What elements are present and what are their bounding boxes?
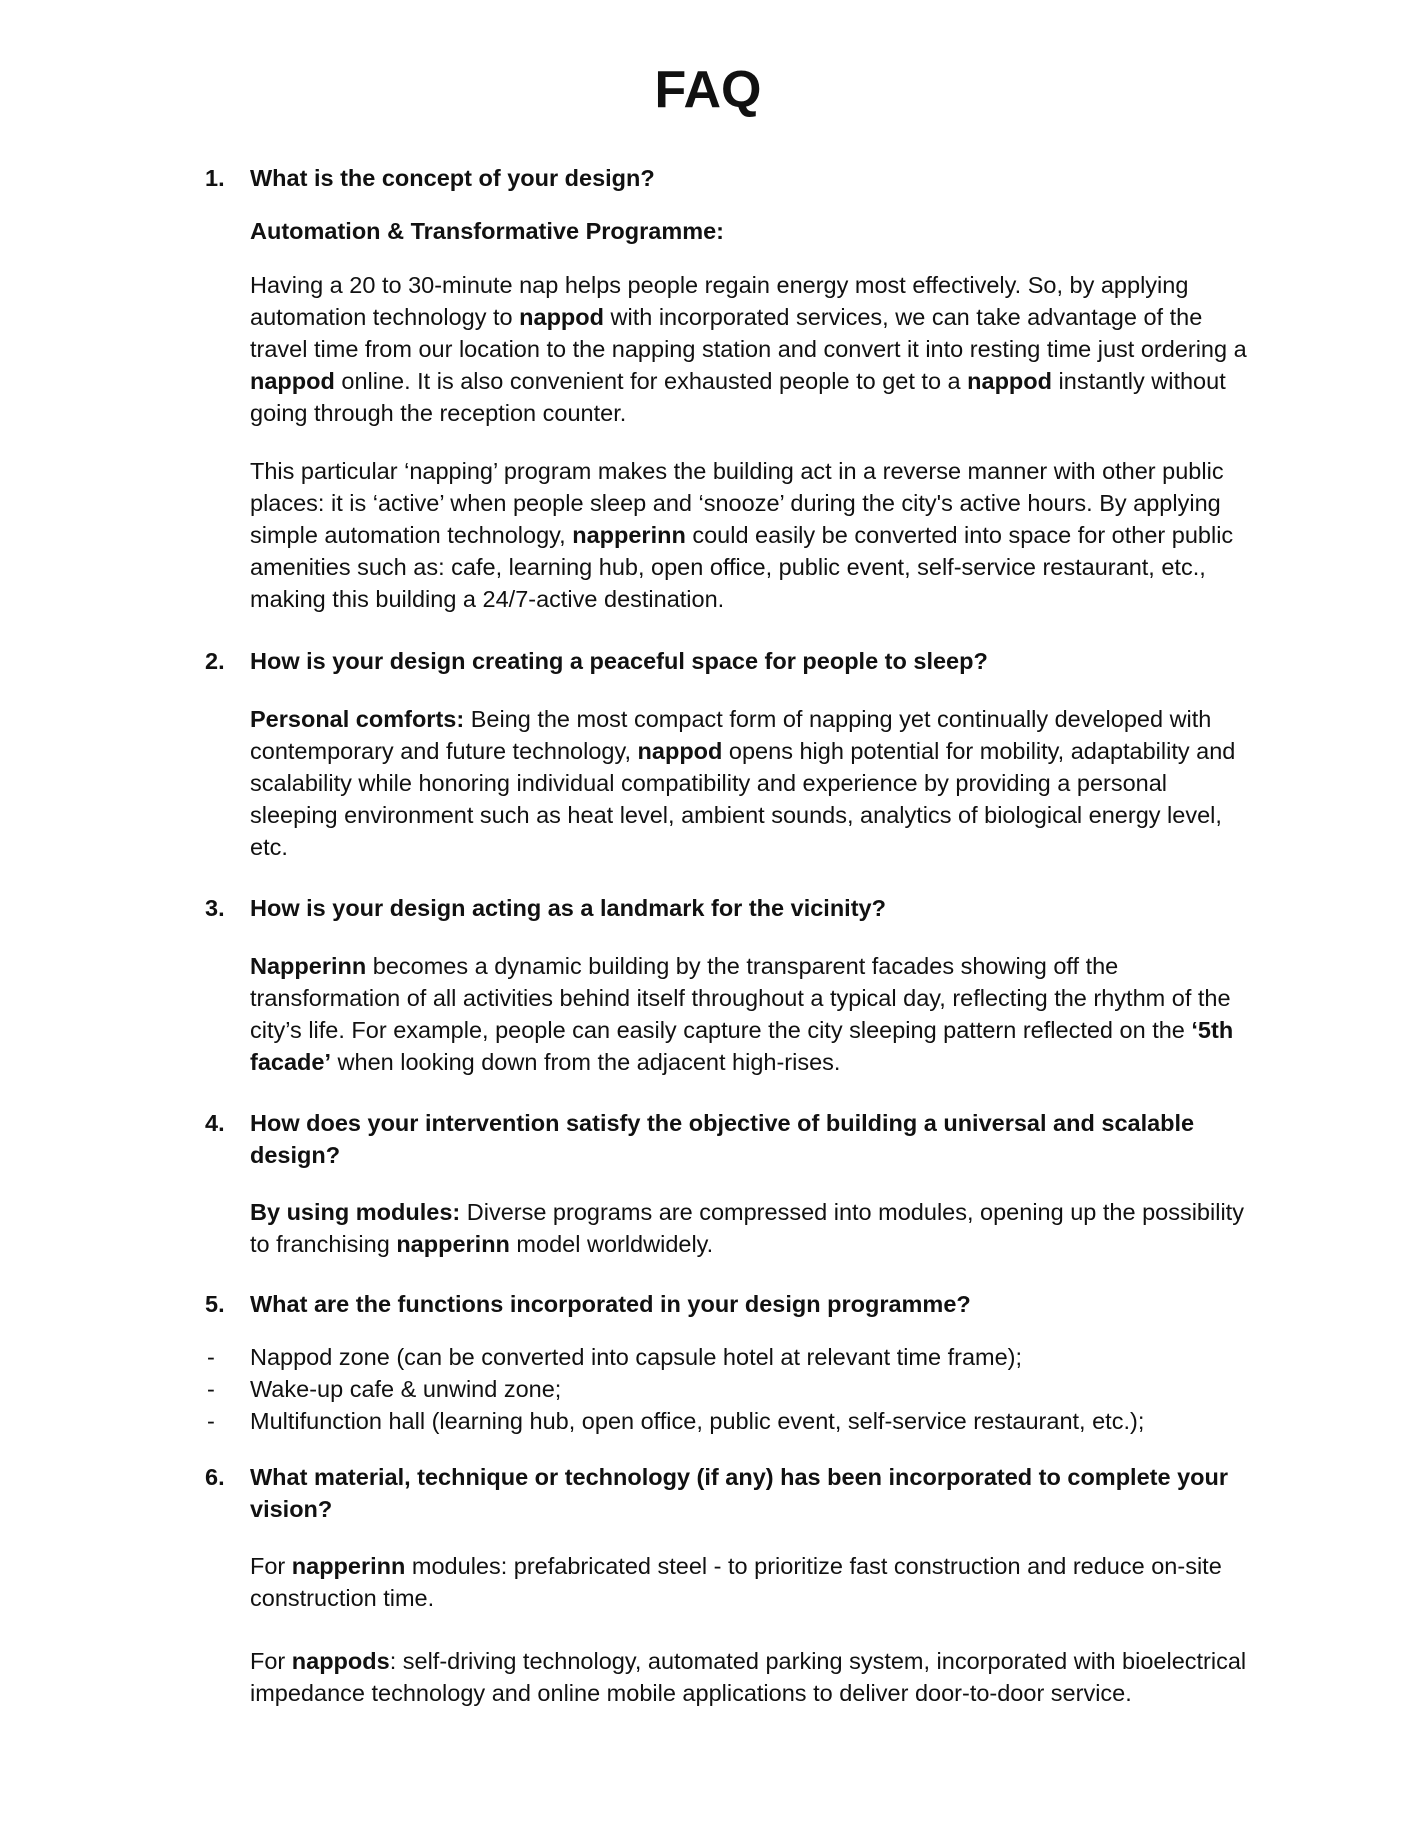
question-number: 2. [205,648,225,674]
question-text: How is your design acting as a landmark for the vicinity? [250,895,886,921]
text-run: becomes a dynamic building by the transparent facades showing off the transformation of all activities behind itself throughout a typical day, reflecting the rhythm of the city’s life. For example, people can easily capture the city sleeping pattern reflected on the [250,953,1231,1043]
bold-term: nappod [250,368,335,394]
question-text: How does your intervention satisfy the objective of building a universal and scalable design? [250,1110,1195,1168]
subheading-text: Automation & Transformative Programme: [250,218,725,244]
question-number: 1. [205,165,225,191]
text-run: when looking down from the adjacent high-rises. [331,1049,841,1075]
q6-paragraph-1 [250,1550,1260,1614]
question-number: 4. [205,1110,225,1136]
text-run: : self-driving technology, automated parking system, incorporated with bioelectrical impedance technology and online mobile applications to deliver door-to-door service. [250,1648,1247,1706]
question-number: 6. [205,1464,225,1490]
q6-paragraph-2 [250,1645,1260,1709]
bold-term: napperinn [572,522,686,548]
text-run: instantly without going through the reception counter. [250,368,1226,426]
text-run: For [250,1648,292,1674]
bold-lead: By using modules: [250,1199,461,1225]
bold-term: napperinn [291,1553,406,1579]
q2-paragraph-1 [250,703,1260,863]
list-item: Wake-up cafe & unwind zone; [250,1376,562,1402]
q3-paragraph-1 [250,950,1260,1078]
bold-term: nappods [291,1648,390,1674]
text-run: model worldwidely. [509,1231,714,1257]
text-run: Having a 20 to 30-minute nap helps people regain energy most effectively. So, by applying automation technology to [250,272,1189,330]
text-run: This particular ‘napping’ program makes the building act in a reverse manner with other public places: it is ‘active’ when people sleep and ‘snooze’ during the city's active hours. By applying simple automation technology, [250,458,1224,548]
q1-paragraph-1 [250,269,1260,429]
bold-term: Napperinn [250,953,367,979]
question-text: What are the functions incorporated in your design programme? [250,1291,971,1317]
text-run: could easily be converted into space for other public amenities such as: cafe, learning hub, open office, public event, self-service restaurant, etc., making this building a 24/7-active destination. [250,522,1234,612]
text-run: Being the most compact form of napping yet continually developed with contemporary and future technology, [250,706,1212,764]
question-text: How is your design creating a peaceful space for people to sleep? [250,648,988,674]
text-run: online. It is also convenient for exhausted people to get to a [334,368,968,394]
bold-term: napperinn [396,1231,510,1257]
list-item: Nappod zone (can be converted into capsule hotel at relevant time frame); [250,1344,1023,1370]
question-text: What material, technique or technology (if any) has been incorporated to complete your vision? [250,1464,1229,1522]
bullet-dash: - [207,1376,215,1402]
q4-paragraph-1 [250,1196,1260,1260]
text-run: modules: prefabricated steel - to prioritize fast construction and reduce on-site construction time. [250,1553,1222,1611]
bold-term: nappod [519,304,604,330]
question-4 [207,1107,1257,1171]
bold-term: ‘5th facade’ [250,1017,1234,1075]
question-6 [207,1461,1257,1525]
question-number: 3. [205,895,225,921]
text-run: For [250,1553,292,1579]
bold-lead: Personal comforts: [250,706,465,732]
question-number: 5. [205,1291,225,1317]
text-run: with incorporated services, we can take advantage of the travel time from our location to the napping station and convert it into resting time just ordering a [250,304,1247,362]
bold-term: nappod [637,738,723,764]
bold-term: nappod [967,368,1052,394]
text-run: opens high potential for mobility, adaptability and scalability while honoring individual compatibility and experience by providing a personal sleeping environment such as heat level, ambient sounds, analytics of biological energy level, etc. [250,738,1236,860]
list-item: Multifunction hall (learning hub, open office, public event, self-service restaurant, etc.); [250,1408,1145,1434]
bullet-dash: - [207,1408,215,1434]
question-text: What is the concept of your design? [250,165,655,191]
text-run: Diverse programs are compressed into modules, opening up the possibility to franchising [250,1199,1244,1257]
q1-paragraph-2 [250,455,1260,615]
bullet-dash: - [207,1344,215,1370]
page-title: FAQ [654,61,762,119]
